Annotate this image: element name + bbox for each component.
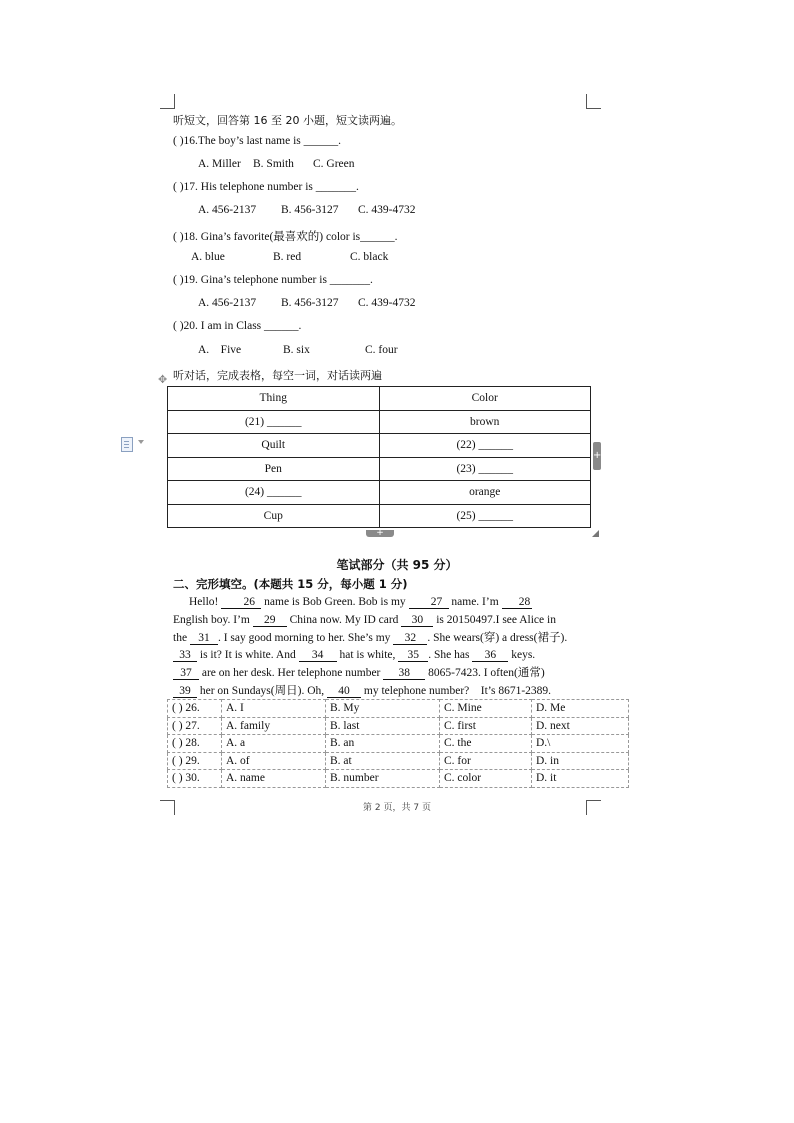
choice-b: B. last	[326, 717, 440, 735]
written-part-title: 笔试部分（共 95 分）	[336, 558, 458, 572]
q20-option-b: B. six	[283, 344, 310, 356]
blank-38: 38	[383, 667, 425, 680]
blank-40: 40	[327, 685, 361, 698]
table-row	[168, 457, 591, 481]
table-cell: (22) ______	[379, 434, 591, 458]
passage-text: my telephone number? It’s 8671-2389.	[363, 684, 552, 697]
cloze-section-heading: 二、完形填空。(本题共 15 分，每小题 1 分)	[173, 577, 408, 591]
choice-a: A. a	[222, 735, 326, 753]
question-number: ( ) 26.	[168, 700, 222, 718]
question-18: ( )18. Gina’s favorite(最喜欢的) color is______.	[173, 231, 398, 243]
table-row	[168, 410, 591, 434]
blank-29: 29	[253, 614, 287, 627]
table-cell: (25) ______	[379, 504, 591, 528]
q18-option-a: A. blue	[191, 251, 225, 263]
blank-31: 31	[190, 632, 218, 645]
passage-text: hat is white,	[339, 649, 396, 662]
passage-text: Hello!	[189, 596, 219, 608]
cloze-choices-table	[167, 699, 629, 788]
table-cell: Pen	[168, 457, 380, 481]
passage-text: is it? It is white. And	[199, 649, 296, 662]
table-cell: brown	[379, 410, 591, 434]
table-cell: Quilt	[168, 434, 380, 458]
choice-b: B. an	[326, 735, 440, 753]
passage-text: China now. My ID card	[289, 613, 399, 626]
q16-option-b: B. Smith	[253, 158, 294, 170]
q19-option-a: A. 456-2137	[198, 297, 257, 309]
choice-a: A. of	[222, 752, 326, 770]
q16-option-c: C. Green	[313, 158, 355, 170]
choice-d: D. next	[532, 717, 629, 735]
blank-33: 33	[173, 649, 197, 662]
passage-text: . She has	[428, 649, 470, 662]
choice-b: B. My	[326, 700, 440, 718]
q16-option-a: A. Miller	[198, 158, 241, 170]
table-row	[168, 700, 629, 718]
choice-c: C. the	[440, 735, 532, 753]
table-row	[168, 481, 591, 505]
passage-text: her on Sundays(周日). Oh,	[199, 684, 325, 697]
question-number: ( ) 28.	[168, 735, 222, 753]
q17-option-c: C. 439-4732	[358, 204, 416, 216]
blank-30: 30	[401, 614, 433, 627]
blank-34: 34	[299, 649, 337, 662]
choice-c: C. for	[440, 752, 532, 770]
choice-d: D. it	[532, 770, 629, 788]
header-thing: Thing	[168, 387, 380, 411]
q20-option-c: C. four	[365, 344, 398, 356]
choice-d: D. Me	[532, 700, 629, 718]
table-resize-handle-icon[interactable]	[592, 530, 599, 537]
blank-26: 26	[221, 596, 261, 609]
choice-b: B. number	[326, 770, 440, 788]
passage-text: keys.	[511, 649, 536, 662]
add-row-handle-icon[interactable]: +	[366, 530, 394, 537]
header-color: Color	[379, 387, 591, 411]
table-row	[168, 504, 591, 528]
passage-text: . I say good morning to her. She’s my	[217, 631, 391, 644]
table-cell: Cup	[168, 504, 380, 528]
cloze-passage	[173, 594, 593, 701]
q18-option-b: B. red	[273, 251, 302, 263]
passage-text: name is Bob Green. Bob is my	[264, 596, 406, 608]
blank-39: 39	[173, 685, 197, 698]
question-number: ( ) 30.	[168, 770, 222, 788]
choice-a: A. name	[222, 770, 326, 788]
passage-text: are on her desk. Her telephone number	[201, 667, 381, 680]
table-cell: (24) ______	[168, 481, 380, 505]
choice-a: A. family	[222, 717, 326, 735]
table-move-handle-icon[interactable]: ✥	[158, 373, 168, 386]
blank-28: 28	[502, 596, 532, 609]
choice-d: D.\	[532, 735, 629, 753]
choice-d: D. in	[532, 752, 629, 770]
choice-c: C. color	[440, 770, 532, 788]
choice-c: C. Mine	[440, 700, 532, 718]
question-19: ( )19. Gina’s telephone number is _______.	[173, 274, 373, 286]
q19-option-b: B. 456-3127	[281, 297, 339, 309]
table-row	[168, 717, 629, 735]
table-row	[168, 735, 629, 753]
choice-b: B. at	[326, 752, 440, 770]
blank-35: 35	[398, 649, 428, 662]
table-cell: (21) ______	[168, 410, 380, 434]
table-instruction: 听对话，完成表格，每空一词，对话读两遍	[173, 369, 382, 382]
passage-text: the	[173, 631, 188, 644]
passage-text: 8065-7423. I often(通常)	[428, 667, 545, 680]
question-number: ( ) 29.	[168, 752, 222, 770]
dropdown-arrow-icon[interactable]	[138, 440, 144, 444]
table-cell: (23) ______	[379, 457, 591, 481]
listening-table	[167, 386, 591, 528]
passage-text: is 20150497.I see Alice in	[436, 613, 556, 626]
passage-text: name. I’m	[451, 596, 499, 608]
question-20: ( )20. I am in Class ______.	[173, 320, 302, 332]
q18-option-c: C. black	[350, 251, 389, 263]
choice-a: A. I	[222, 700, 326, 718]
q17-option-b: B. 456-3127	[281, 204, 339, 216]
table-cell: orange	[379, 481, 591, 505]
table-row	[168, 752, 629, 770]
question-number: ( ) 27.	[168, 717, 222, 735]
table-row	[168, 770, 629, 788]
passage-text: English boy. I’m	[173, 613, 250, 626]
document-icon[interactable]	[121, 437, 133, 452]
blank-32: 32	[393, 632, 427, 645]
blank-36: 36	[472, 649, 508, 662]
add-column-handle-icon[interactable]: +	[593, 442, 601, 470]
q19-option-c: C. 439-4732	[358, 297, 416, 309]
listening-instruction: 听短文，回答第 16 至 20 小题，短文读两遍。	[173, 114, 402, 127]
choice-c: C. first	[440, 717, 532, 735]
question-16: ( )16.The boy’s last name is ______.	[173, 135, 342, 147]
table-row	[168, 434, 591, 458]
corner-mark-top-right	[586, 94, 601, 109]
q17-option-a: A. 456-2137	[198, 204, 257, 216]
table-header-row	[168, 387, 591, 411]
blank-37: 37	[173, 667, 199, 680]
page-footer: 第 2 页，共 7 页	[363, 803, 431, 813]
q20-option-a: A. Five	[198, 344, 242, 356]
blank-27: 27	[409, 596, 449, 609]
passage-text: . She wears(穿) a dress(裙子).	[427, 631, 568, 644]
corner-mark-top-left	[160, 94, 175, 109]
question-17: ( )17. His telephone number is _______.	[173, 181, 359, 193]
